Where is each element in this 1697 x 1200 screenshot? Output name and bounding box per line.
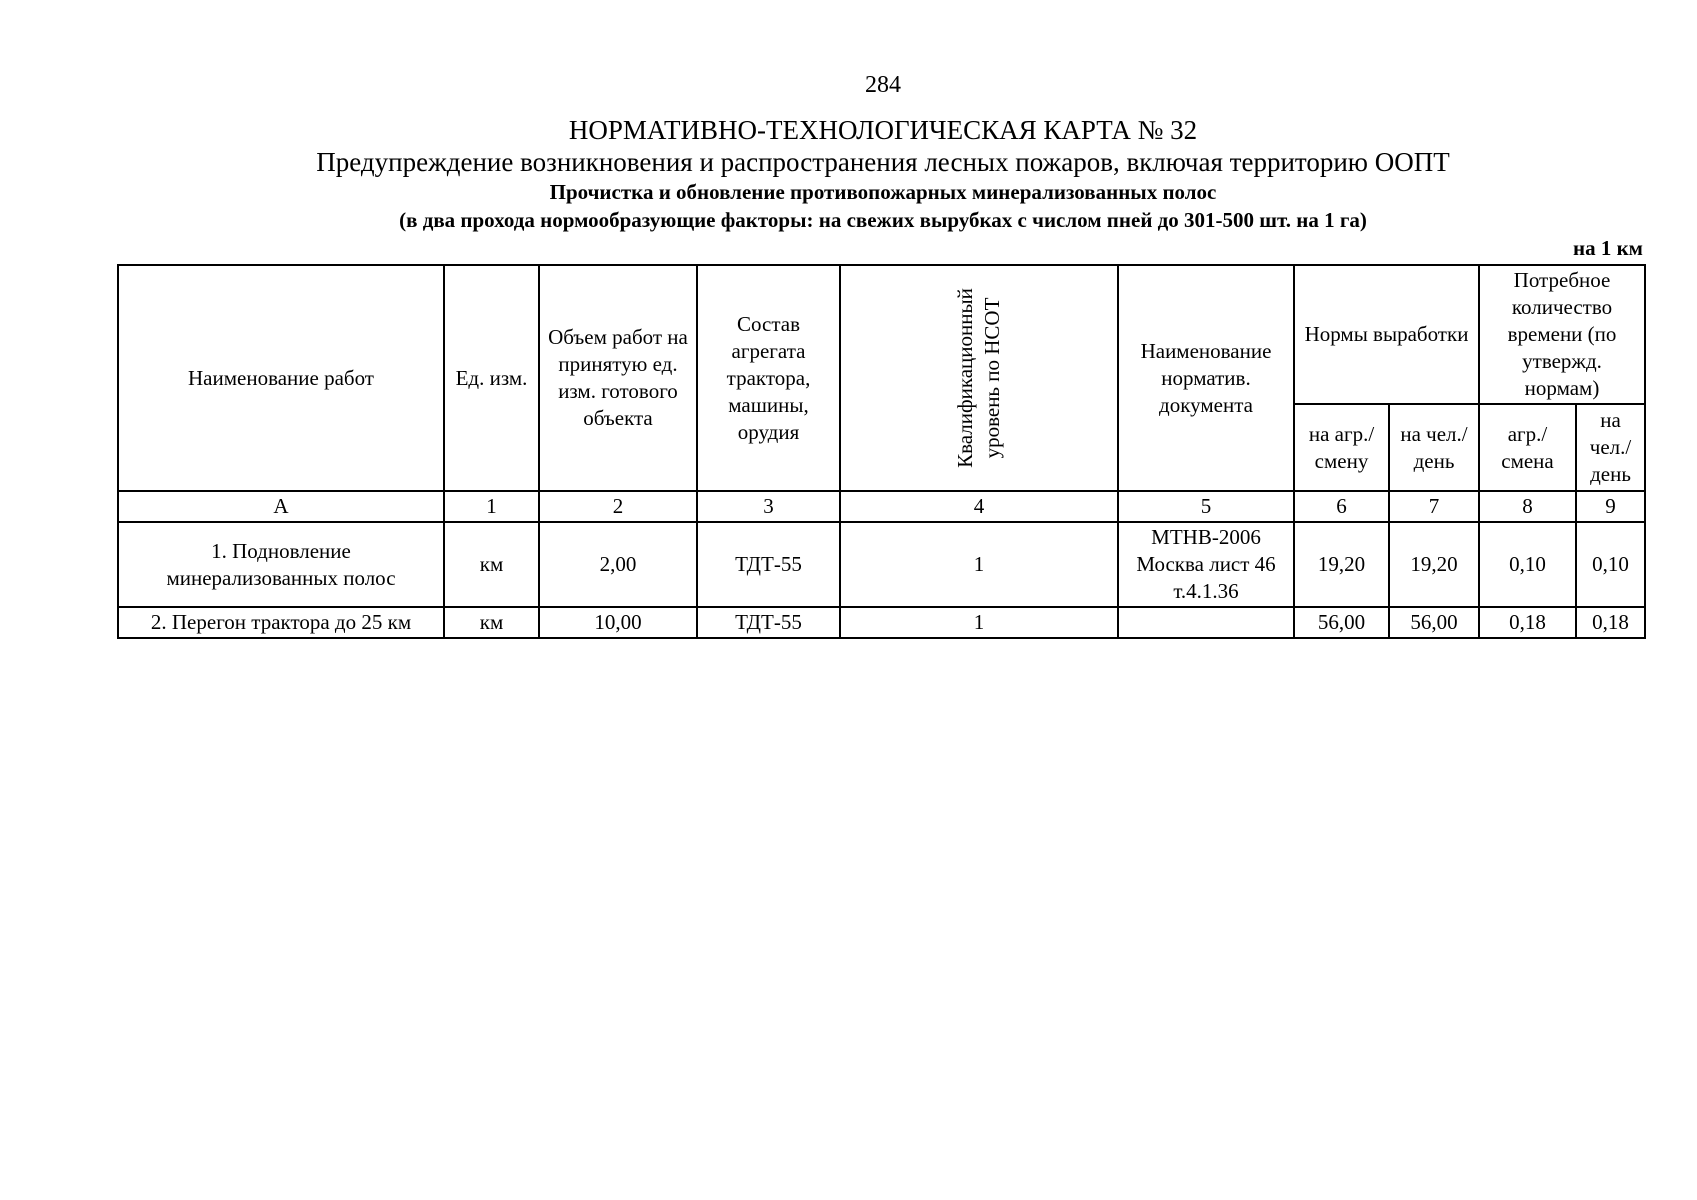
row-document: МТНВ-2006 Москва лист 46 т.4.1.36 <box>1118 522 1294 607</box>
row-qualification: 1 <box>840 607 1118 638</box>
row-volume: 10,00 <box>539 607 697 638</box>
row-qualification: 1 <box>840 522 1118 607</box>
row-work-name: 1. Подновление минерализованных полос <box>118 522 444 607</box>
row-norm-shift: 19,20 <box>1294 522 1389 607</box>
row-unit: км <box>444 607 539 638</box>
row-work-name: 2. Перегон трактора до 25 км <box>118 607 444 638</box>
row-document <box>1118 607 1294 638</box>
header-norm-per-shift: на агр./ смену <box>1294 404 1389 491</box>
table-row <box>118 607 1645 638</box>
column-number: А <box>118 491 444 522</box>
row-time-day: 0,10 <box>1576 522 1645 607</box>
document-title: НОРМАТИВНО-ТЕХНОЛОГИЧЕСКАЯ КАРТА № 32 <box>568 115 1198 145</box>
row-composition: ТДТ-55 <box>697 607 840 638</box>
norm-table <box>117 264 1646 639</box>
header-unit: Ед. изм. <box>444 265 539 491</box>
header-time-per-day: на чел./ день <box>1576 404 1645 491</box>
column-number-row <box>118 491 1645 522</box>
header-qualification <box>840 265 1118 491</box>
page-number: 284 <box>865 72 901 98</box>
unit-note: на 1 км <box>1572 236 1643 260</box>
row-composition: ТДТ-55 <box>697 522 840 607</box>
header-qualification-text: Квалификационный уровень по НСОТ <box>953 288 1004 468</box>
header-unit-composition: Состав агрегата трактора, машины, орудия <box>697 265 840 491</box>
header-norm-per-day: на чел./ день <box>1389 404 1479 491</box>
header-volume: Объем работ на принятую ед. изм. готового объекта <box>539 265 697 491</box>
row-unit: км <box>444 522 539 607</box>
header-row-1 <box>118 265 1645 404</box>
header-time-per-shift: агр./ смена <box>1479 404 1576 491</box>
header-normative-doc: Наименование норматив. документа <box>1118 265 1294 491</box>
column-number: 9 <box>1576 491 1645 522</box>
column-number: 5 <box>1118 491 1294 522</box>
document-header <box>0 114 1697 234</box>
column-number: 8 <box>1479 491 1576 522</box>
column-number: 7 <box>1389 491 1479 522</box>
row-norm-shift: 56,00 <box>1294 607 1389 638</box>
header-time-required: Потребное количество времени (по утвержд. нормам) <box>1479 265 1645 404</box>
column-number: 3 <box>697 491 840 522</box>
row-time-day: 0,18 <box>1576 607 1645 638</box>
row-norm-day: 56,00 <box>1389 607 1479 638</box>
row-volume: 2,00 <box>539 522 697 607</box>
table-row <box>118 522 1645 607</box>
column-number: 1 <box>444 491 539 522</box>
operation-conditions: (в два прохода нормообразующие факторы: на свежих вырубках с числом пней до 301-500 шт. на 1 га) <box>399 208 1367 232</box>
column-number: 6 <box>1294 491 1389 522</box>
operation-title: Прочистка и обновление противопожарных минерализованных полос <box>549 180 1217 204</box>
row-norm-day: 19,20 <box>1389 522 1479 607</box>
header-work-name: Наименование работ <box>118 265 444 491</box>
row-time-shift: 0,10 <box>1479 522 1576 607</box>
document-subtitle: Предупреждение возникновения и распространения лесных пожаров, включая территорию ООПТ <box>316 147 1450 177</box>
column-number: 4 <box>840 491 1118 522</box>
column-number: 2 <box>539 491 697 522</box>
row-time-shift: 0,18 <box>1479 607 1576 638</box>
header-output-norms: Нормы выработки <box>1294 265 1479 404</box>
